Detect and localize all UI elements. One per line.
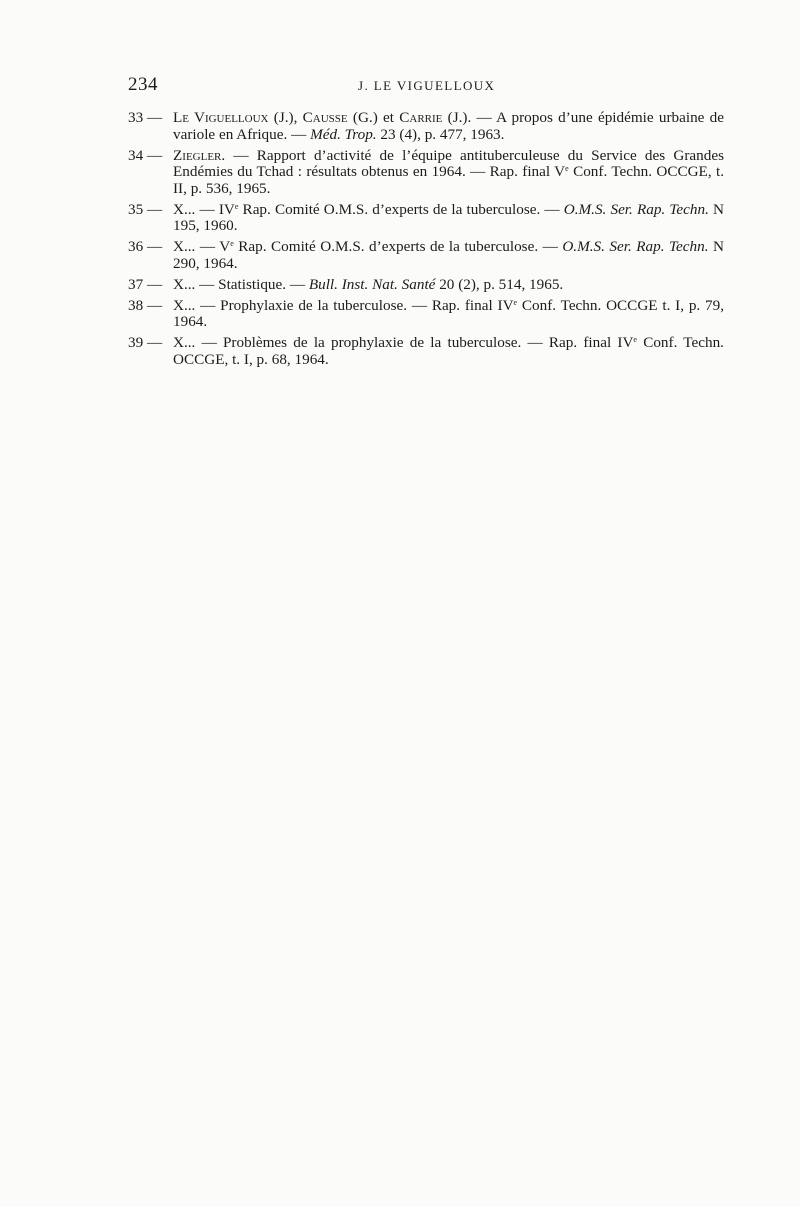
reference-segment: X... — Problèmes de la prophylaxie de la tuberculose. — Rap. final IV	[173, 334, 634, 351]
superscript-ordinal: e	[513, 297, 518, 307]
reference-segment: . — Rapport d’activité de l’équipe antituberculeuse du Service des Grandes Endémies du Tchad : résultats obtenus en 1964. — Rap. final V	[173, 146, 724, 180]
superscript-ordinal: e	[234, 201, 239, 211]
reference-item	[128, 239, 724, 272]
superscript-ordinal: e	[565, 164, 569, 173]
reference-text	[173, 277, 724, 294]
reference-item	[128, 277, 724, 294]
reference-segment: (J.). — A propos d’une épidémie urbaine de variole en Afrique. —	[173, 109, 725, 143]
reference-segment: Conf. Techn. OCCGE t. I, p. 79, 1964.	[173, 296, 724, 330]
reference-text	[173, 239, 724, 272]
reference-segment: 20 (2), p. 514, 1965.	[435, 275, 564, 293]
reference-number: 33 —	[128, 109, 163, 126]
journal-title: Méd. Trop.	[310, 125, 377, 143]
reference-item	[128, 298, 724, 331]
reference-text	[173, 148, 724, 198]
reference-text	[173, 298, 724, 331]
superscript-ordinal: e	[633, 335, 637, 344]
reference-segment: 23 (4), p. 477, 1963.	[376, 125, 505, 143]
reference-segment: X... — IV	[173, 200, 235, 218]
running-title: J. LE VIGUELLOUX	[358, 78, 496, 93]
reference-segment: Conf. Techn. OCCGE, t. I, p. 68, 1964.	[173, 334, 724, 368]
reference-segment: X... — V	[173, 238, 231, 255]
reference-segment: Rap. Comité O.M.S. d’experts de la tuberculose. —	[233, 238, 563, 255]
author-name: Carrie	[399, 109, 443, 126]
author-name: Le Viguelloux	[173, 109, 269, 126]
journal-title: O.M.S. Ser. Rap. Techn.	[563, 200, 709, 218]
reference-segment: X... — Statistique. —	[173, 275, 309, 293]
reference-segment: (J.),	[268, 109, 303, 126]
reference-number: 38 —	[128, 296, 163, 314]
journal-title: Bull. Inst. Nat. Santé	[308, 275, 436, 293]
reference-item	[128, 202, 724, 235]
reference-item	[128, 335, 724, 368]
reference-number: 37 —	[128, 275, 163, 293]
reference-number: 39 —	[128, 334, 163, 351]
reference-segment: Conf. Techn. OCCGE, t. II, p. 536, 1965.	[173, 163, 725, 197]
reference-number: 34 —	[128, 146, 163, 164]
page-header	[128, 74, 724, 98]
reference-text	[173, 202, 724, 235]
reference-segment: N 195, 1960.	[173, 200, 724, 234]
reference-text	[173, 335, 724, 368]
reference-text	[173, 110, 724, 143]
author-name: Causse	[302, 109, 348, 126]
reference-item	[128, 110, 724, 143]
reference-segment: (G.) et	[347, 109, 400, 126]
reference-item	[128, 148, 724, 198]
journal-title: O.M.S. Ser. Rap. Techn.	[562, 238, 709, 255]
reference-segment: Rap. Comité O.M.S. d’experts de la tuberculose. —	[238, 200, 564, 218]
reference-segment: X... — Prophylaxie de la tuberculose. — Rap. final IV	[173, 296, 514, 314]
reference-segment: N 290, 1964.	[173, 238, 724, 272]
reference-number: 36 —	[128, 238, 163, 255]
reference-list	[128, 110, 724, 373]
author-name: Ziegler	[173, 146, 222, 164]
superscript-ordinal: e	[230, 239, 234, 248]
reference-number: 35 —	[128, 200, 163, 218]
page-number: 234	[128, 74, 158, 95]
